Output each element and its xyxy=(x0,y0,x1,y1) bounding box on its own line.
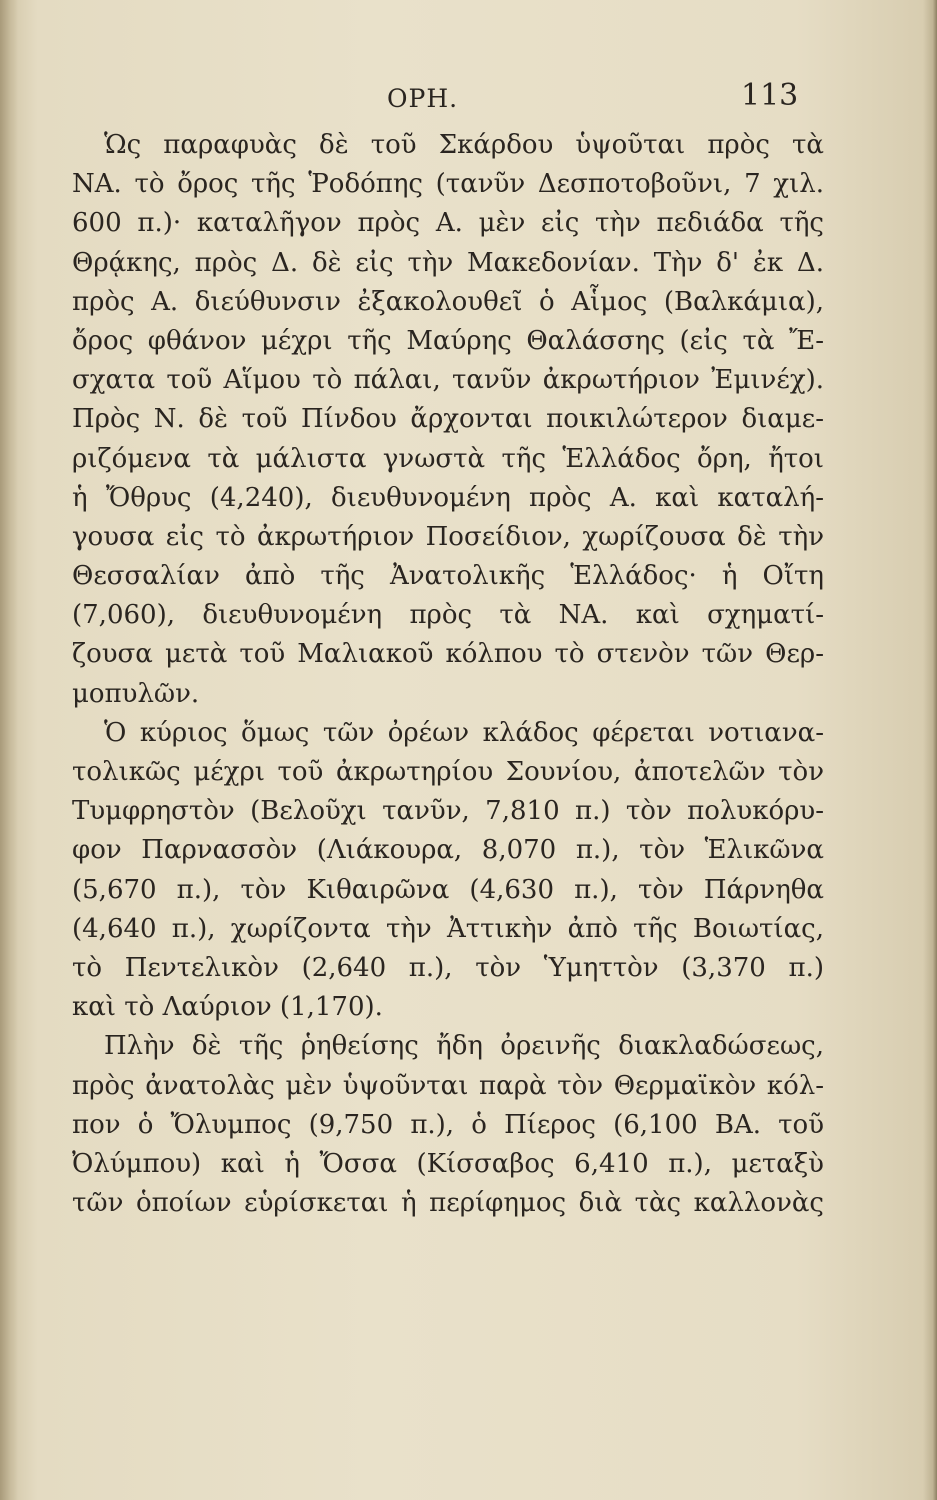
text-line: καὶ τὸ Λαύριον (1,170). xyxy=(72,992,383,1023)
page-binding-shadow xyxy=(0,0,18,1500)
running-title: ΟΡΗ. xyxy=(387,84,459,113)
text-line: ΝΑ. τὸ ὄρος τῆς Ῥοδόπης (τανῦν Δεσποτοβοῦνι, 7 χιλ. xyxy=(72,169,824,200)
text-line: ὄρος φθάνον μέχρι τῆς Μαύρης Θαλάσσης (εἰς τὰ Ἔ- xyxy=(72,325,824,356)
text-line: φον Παρνασσὸν (Λιάκουρα, 8,070 π.), τὸν Ἑλικῶνα xyxy=(72,835,824,866)
text-line: πρὸς ἀνατολὰς μὲν ὑψοῦνται παρὰ τὸν Θερμαϊκὸν κόλ- xyxy=(72,1070,824,1101)
text-line: σχατα τοῦ Αἵμου τὸ πάλαι, τανῦν ἀκρωτήριον Ἐμινέχ). xyxy=(72,365,824,396)
text-line: Τυμφρηστὸν (Βελοῦχι τανῦν, 7,810 π.) τὸν πολυκόρυ- xyxy=(72,796,824,827)
text-line: μοπυλῶν. xyxy=(72,678,200,709)
text-line: Πλὴν δὲ τῆς ῥηθείσης ἤδη ὀρεινῆς διακλαδώσεως, xyxy=(104,1031,824,1062)
text-line: Θεσσαλίαν ἀπὸ τῆς Ἀνατολικῆς Ἑλλάδος· ἡ Οἴτη xyxy=(72,561,824,592)
text-line: ἡ Ὄθρυς (4,240), διευθυνομένη πρὸς Α. καὶ καταλή- xyxy=(72,482,824,513)
body-text xyxy=(72,126,824,1223)
text-line: Πρὸς Ν. δὲ τοῦ Πίνδου ἄρχονται ποικιλώτερον διαμε- xyxy=(72,404,824,435)
text-line: (7,060), διευθυνομένη πρὸς τὰ ΝΑ. καὶ σχηματί- xyxy=(72,600,824,631)
text-line: Ὀλύμπου) καὶ ἡ Ὄσσα (Κίσσαβος 6,410 π.), μεταξὺ xyxy=(72,1148,824,1179)
text-line: ζουσα μετὰ τοῦ Μαλιακοῦ κόλπου τὸ στενὸν τῶν Θερ- xyxy=(72,639,824,670)
text-line: Ὁ κύριος ὅμως τῶν ὀρέων κλάδος φέρεται νοτιανα- xyxy=(104,717,824,748)
text-line: (4,640 π.), χωρίζοντα τὴν Ἀττικὴν ἀπὸ τῆς Βοιωτίας, xyxy=(72,913,824,944)
text-line: τὸ Πεντελικὸν (2,640 π.), τὸν Ὑμηττὸν (3,370 π.) xyxy=(72,952,824,983)
page-header xyxy=(0,78,937,118)
text-line: πον ὁ Ὄλυμπος (9,750 π.), ὁ Πίερος (6,100 ΒΑ. τοῦ xyxy=(72,1109,824,1140)
page-number: 113 xyxy=(741,78,799,113)
text-line: τῶν ὁποίων εὑρίσκεται ἡ περίφημος διὰ τὰς καλλονὰς xyxy=(72,1188,824,1219)
text-line: ριζόμενα τὰ μάλιστα γνωστὰ τῆς Ἑλλάδος ὄρη, ἤτοι xyxy=(72,443,824,474)
text-line: Ὡς παραφυὰς δὲ τοῦ Σκάρδου ὑψοῦται πρὸς τὰ xyxy=(104,130,824,160)
text-line: (5,670 π.), τὸν Κιθαιρῶνα (4,630 π.), τὸν Πάρνηθα xyxy=(72,874,824,905)
text-line: τολικῶς μέχρι τοῦ ἀκρωτηρίου Σουνίου, ἀποτελῶν τὸν xyxy=(72,757,824,787)
text-line: Θρᾴκης, πρὸς Δ. δὲ εἰς τὴν Μακεδονίαν. Τὴν δ' ἐκ Δ. xyxy=(72,247,824,278)
page-edge-shadow xyxy=(923,0,937,1500)
text-line: 600 π.)· καταλῆγον πρὸς Α. μὲν εἰς τὴν πεδιάδα τῆς xyxy=(72,208,824,239)
text-line: πρὸς Α. διεύθυνσιν ἐξακολουθεῖ ὁ Αἷμος (Βαλκάμια), xyxy=(72,286,824,317)
text-line: γουσα εἰς τὸ ἀκρωτήριον Ποσείδιον, χωρίζουσα δὲ τὴν xyxy=(72,521,824,552)
